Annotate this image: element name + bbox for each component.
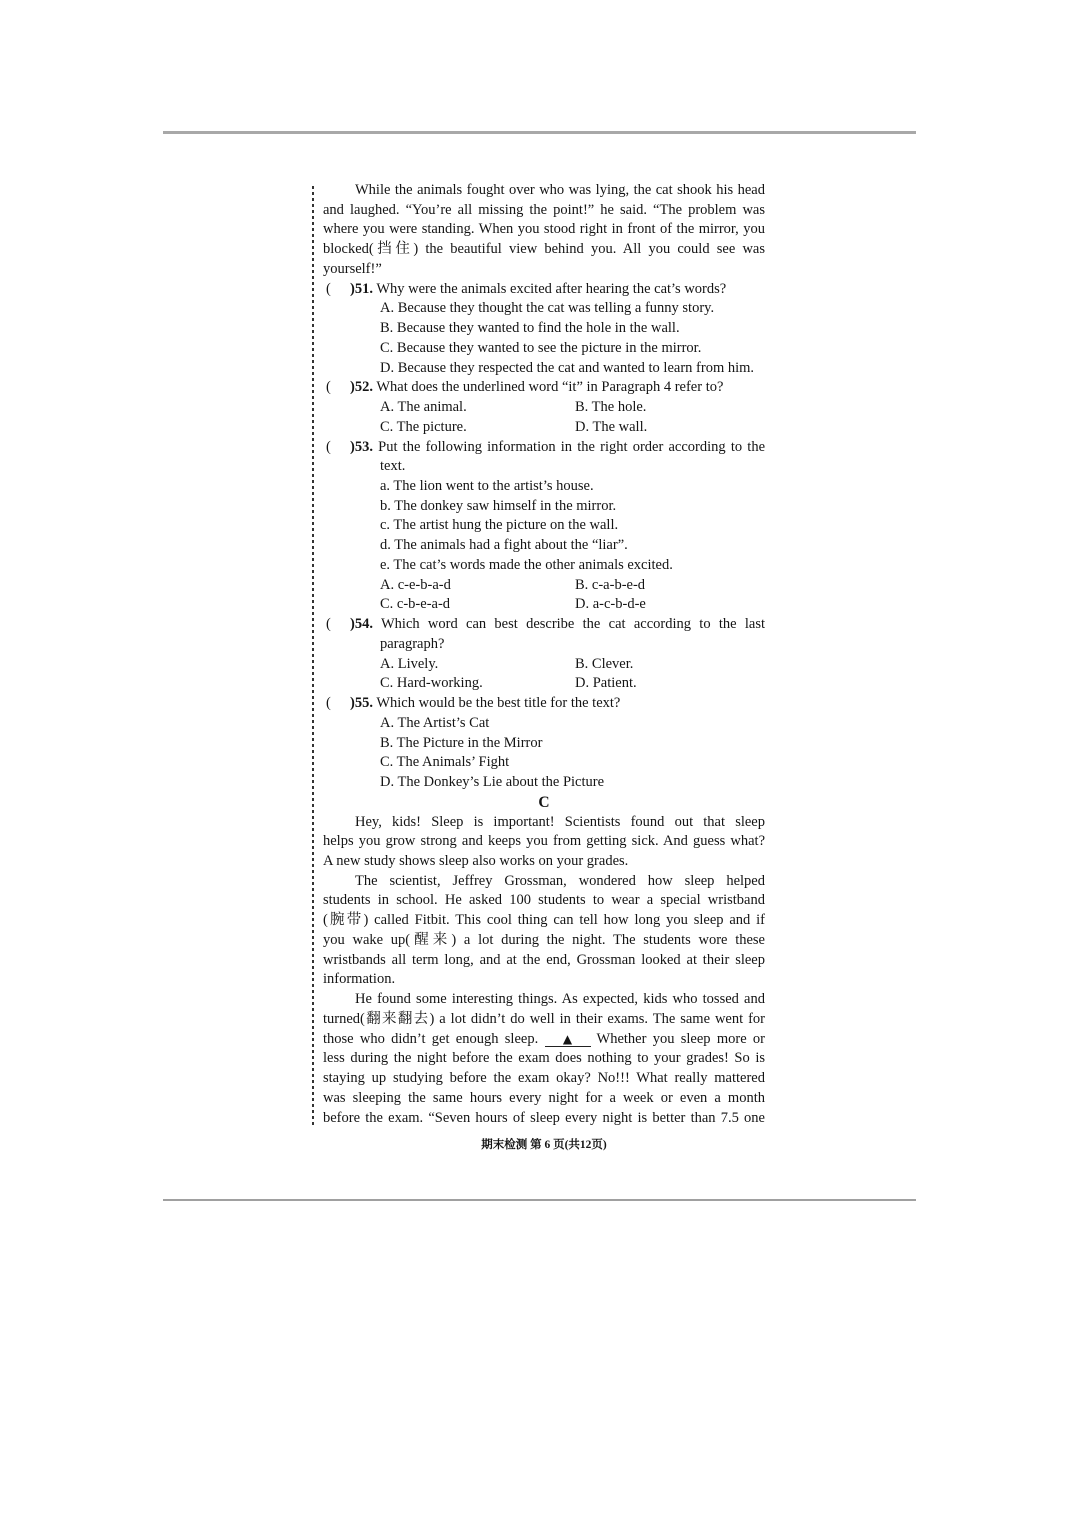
passage-line: students in school. He asked 100 students to wear a special wristband [323,892,765,909]
question-number-text: 53. [354,438,373,455]
passage-line: wristbands all term long, and at the end, Grossman looked at their sleep [323,951,765,968]
fill-in-blank [545,1032,591,1047]
answer-option: A. The animal. [380,399,467,416]
answer-option: B. Because they wanted to find the hole in the wall. [380,320,680,337]
passage-line: you wake up(醒来) a lot during the night. The students wore these [323,931,765,948]
answer-option: C. Hard-working. [380,675,483,692]
triangle-marker-icon: ▲ [562,1031,573,1046]
answer-option: C. Because they wanted to see the picture in the mirror. [380,339,702,356]
question-stem-text: Which word can best describe the cat according to the last [381,616,765,633]
passage-line: yourself!” [323,260,382,277]
page-footer: 期末检测 第 6 页(共12页) [481,1139,607,1151]
question-55-stem [323,694,765,714]
answer-option-row [323,595,765,615]
question-52-stem [323,378,765,398]
passage-line: turned(翻来翻去) a lot didn’t do well in their exams. The same went for [323,1010,765,1027]
question-number-text: 54. [354,616,373,633]
question-number [350,379,373,395]
question-stem-continued: text. [380,458,406,475]
question-stem [350,694,765,714]
question-54-stem [323,615,765,635]
blank-line-after-text: Whether you sleep more or [596,1030,765,1047]
exam-page-body [323,181,765,1128]
ordering-item: e. The cat’s words made the other animals excited. [380,556,673,573]
answer-bracket-close: ) [350,616,355,633]
passage-line: information. [323,971,396,988]
question-number-text: 51. [354,280,373,297]
answer-option-row [323,398,765,418]
binding-dashed-line [312,186,314,1126]
answer-bracket-close: ) [350,379,355,396]
passage-line: While the animals fought over who was lying, the cat shook his head [355,182,765,198]
answer-bracket-open: ( [326,616,331,633]
question-number-text: 55. [354,695,373,712]
answer-bracket-open: ( [326,379,331,396]
bottom-divider-rule [163,1199,916,1201]
passage-line: before the exam. “Seven hours of sleep every night is better than 7.5 one [323,1109,765,1126]
answer-option: D. Because they respected the cat and wanted to learn from him. [380,359,755,376]
answer-option: B. c-a-b-e-d [575,576,646,593]
passage-line: and laughed. “You’re all missing the point!” he said. “The problem was [323,201,765,218]
answer-bracket-close: ) [350,280,355,297]
question-stem-text: Why were the animals excited after hearing the cat’s words? [376,280,727,297]
answer-bracket-open: ( [326,280,331,297]
question-stem [350,378,765,398]
answer-bracket-close: ) [350,695,355,712]
answer-bracket-open: ( [326,438,331,455]
answer-option: B. The Picture in the Mirror [380,734,543,751]
answer-option-row [323,418,765,438]
question-stem [350,280,765,300]
section-heading: C [538,793,550,811]
answer-option: C. The picture. [380,418,467,435]
answer-option: A. c-e-b-a-d [380,576,451,593]
answer-option: D. Patient. [575,675,637,692]
passage-line: staying up studying before the exam okay? No!!! What really mattered [323,1070,765,1087]
answer-option: C. c-b-e-a-d [380,596,451,613]
question-stem-text: Which would be the best title for the text? [376,695,621,712]
question-53-stem [323,438,765,458]
passage-line: He found some interesting things. As expected, kids who tossed and [355,991,765,1008]
passage-line: where you were standing. When you stood right in front of the mirror, you [323,221,765,238]
passage-line: (腕带) called Fitbit. This cool thing can tell how long you sleep and if [323,912,765,929]
answer-option: C. The Animals’ Fight [380,754,510,771]
question-number [350,695,373,711]
passage-line: less during the night before the exam does nothing to your grades! So is [323,1050,765,1067]
ordering-item: d. The animals had a fight about the “liar”. [380,537,628,554]
passage-line: A new study shows sleep also works on your grades. [323,852,629,869]
answer-option: B. Clever. [575,655,634,672]
answer-option-row [323,655,765,675]
question-number [350,616,373,632]
ordering-item: c. The artist hung the picture on the wall. [380,517,619,534]
answer-option: D. The wall. [575,418,648,435]
passage-line: helps you grow strong and keeps you from getting sick. And guess what? [323,833,765,850]
question-number [350,281,373,297]
question-number-text: 52. [354,379,373,396]
question-number [350,439,373,455]
answer-option: B. The hole. [575,399,647,416]
question-stem [350,615,765,635]
answer-option: A. The Artist’s Cat [380,714,490,731]
passage-line: The scientist, Jeffrey Grossman, wondered how sleep helped [355,872,765,889]
question-stem-text: Put the following information in the right order according to the [378,438,765,455]
passage-line: blocked(挡住) the beautiful view behind you. All you could see was [323,241,765,258]
question-stem-continued: paragraph? [380,635,445,652]
answer-bracket-close: ) [350,438,355,455]
passage-line-with-blank [323,1030,765,1050]
answer-option: D. The Donkey’s Lie about the Picture [380,774,605,791]
top-divider-rule [163,131,916,134]
passage-line: was sleeping the same hours every night for a week or even a month [323,1089,765,1106]
answer-option: A. Because they thought the cat was telling a funny story. [380,300,715,317]
passage-line: Hey, kids! Sleep is important! Scientists found out that sleep [355,813,765,830]
ordering-item: b. The donkey saw himself in the mirror. [380,497,617,514]
answer-option: D. a-c-b-d-e [575,596,646,613]
answer-option: A. Lively. [380,655,439,672]
answer-option-row [323,576,765,596]
blank-line-before-text: those who didn’t get enough sleep. [323,1030,539,1047]
ordering-item: a. The lion went to the artist’s house. [380,478,594,495]
question-stem-text: What does the underlined word “it” in Paragraph 4 refer to? [376,379,724,396]
question-stem [350,438,765,458]
answer-option-row [323,674,765,694]
answer-bracket-open: ( [326,695,331,712]
question-51-stem [323,280,765,300]
